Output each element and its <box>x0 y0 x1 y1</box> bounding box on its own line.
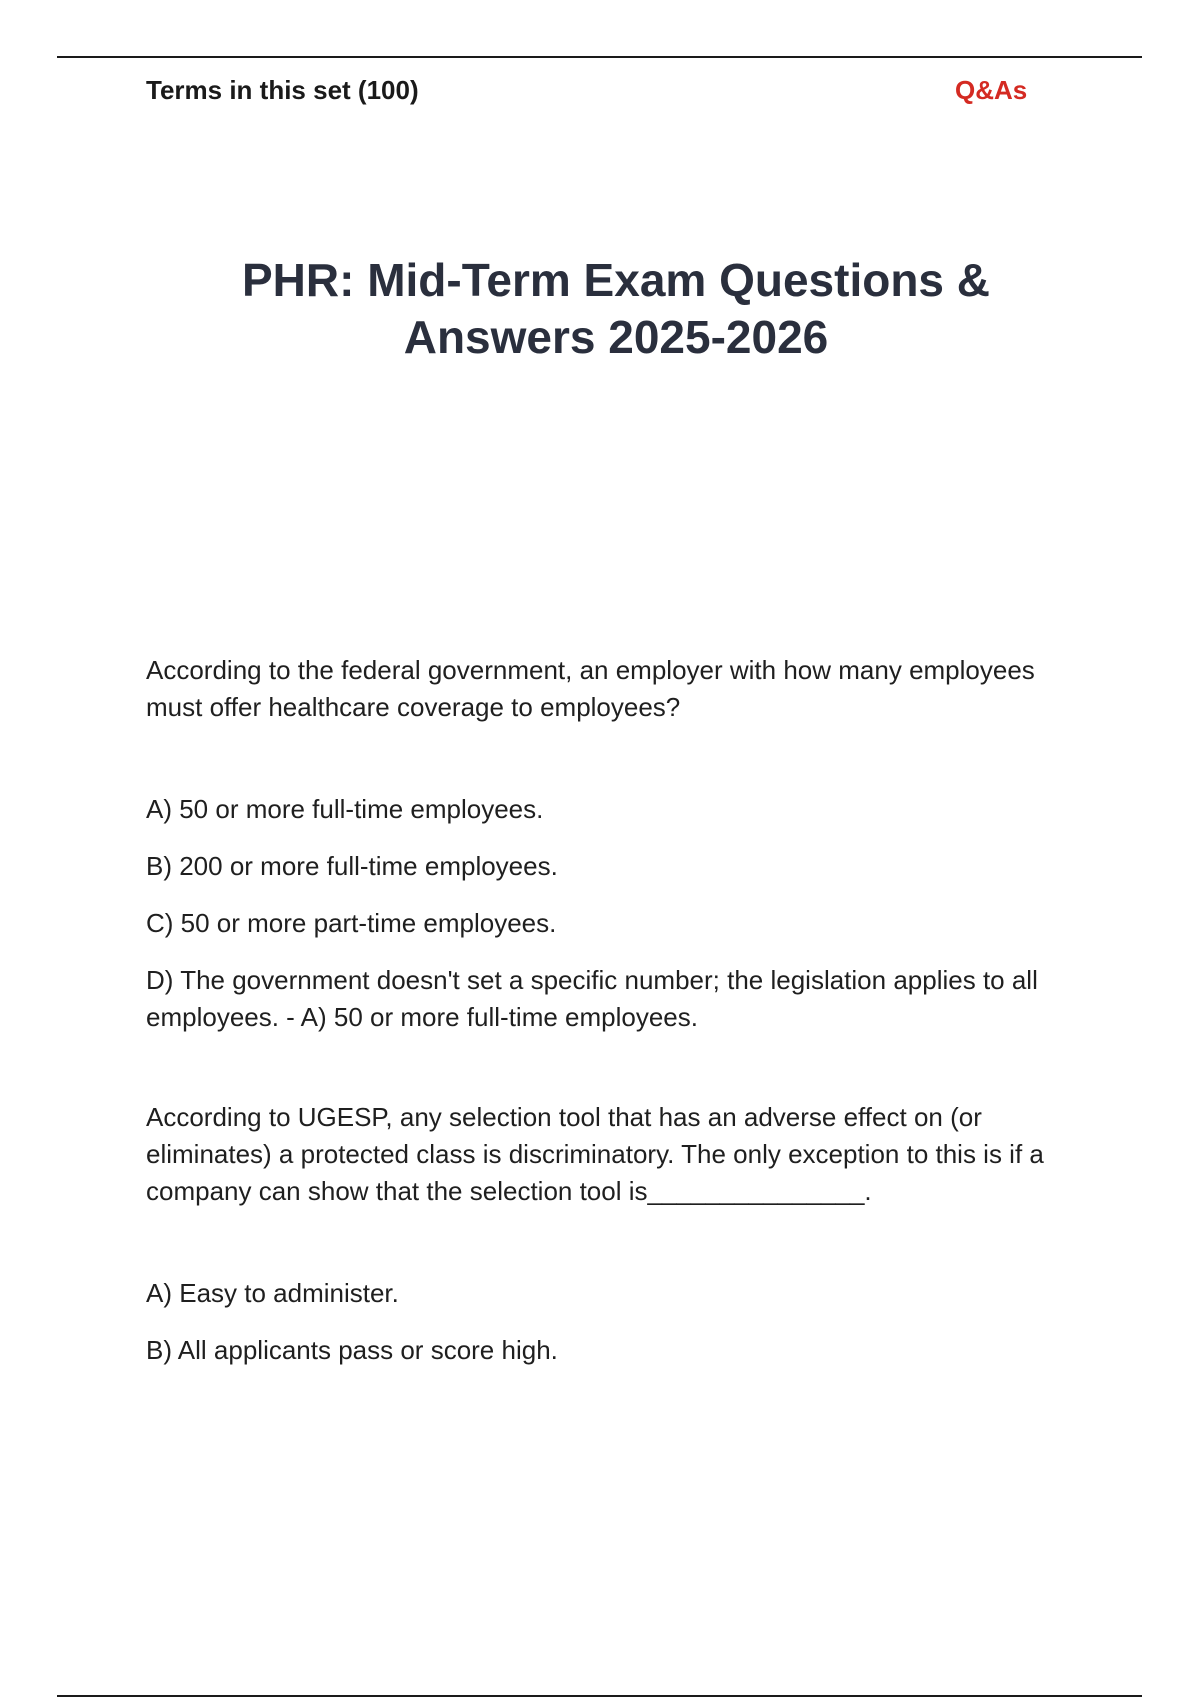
answer-options <box>146 1275 1086 1369</box>
answer-options <box>146 791 1086 1036</box>
answer-option-a: A) Easy to administer. <box>146 1278 399 1308</box>
answer-option-b: B) All applicants pass or score high. <box>146 1335 558 1365</box>
answer-option-a: A) 50 or more full-time employees. <box>146 794 544 824</box>
question-block <box>146 652 1086 1036</box>
answer-option-d: D) The government doesn't set a specific number; the legislation applies to all employees. - A) 50 or more full-time employees. <box>146 965 1038 1032</box>
question-block <box>146 1099 1086 1369</box>
answer-option-c: C) 50 or more part-time employees. <box>146 908 557 938</box>
questions-list <box>146 652 1086 1389</box>
document-title: PHR: Mid-Term Exam Questions & Answers 2025-2026 <box>241 254 991 363</box>
terms-count-label: Terms in this set (100) <box>146 75 419 105</box>
qa-tag: Q&As <box>955 75 1028 105</box>
bottom-rule <box>57 1695 1142 1697</box>
answer-option-b: B) 200 or more full-time employees. <box>146 851 558 881</box>
question-text: According to the federal government, an employer with how many employees must offer healthcare coverage to employees? <box>146 655 1035 722</box>
question-text: According to UGESP, any selection tool that has an adverse effect on (or eliminates) a protected class is discriminatory. The only exception to this is if a company can show that the selection tool is_______________. <box>146 1102 1044 1206</box>
top-rule <box>57 56 1142 58</box>
